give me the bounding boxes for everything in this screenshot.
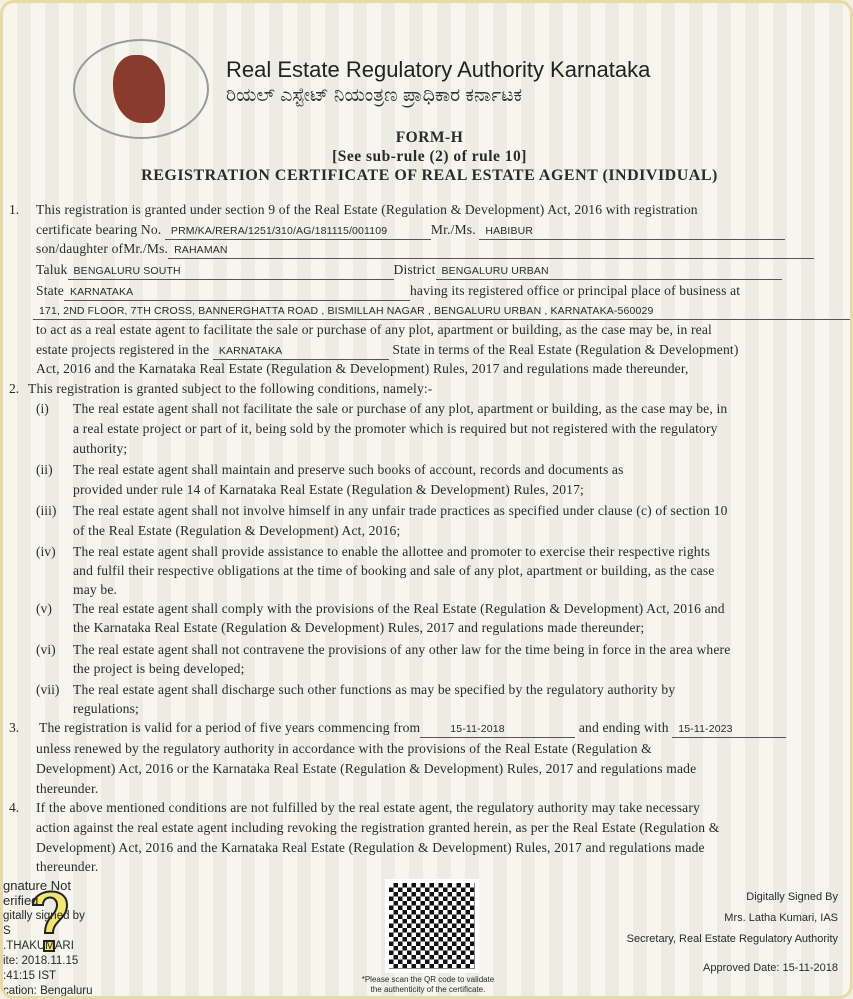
condition-number: (iii) xyxy=(36,503,57,518)
item-number: 1. xyxy=(9,202,20,217)
item-number: 4. xyxy=(9,800,20,815)
signed-by-label: Digitally Signed By xyxy=(746,891,838,903)
qr-note xyxy=(343,975,513,995)
form-name: FORM-H xyxy=(395,129,464,146)
text-line: unless renewed by the regulatory authority in accordance with the provisions of the Real Estate (Regulation & xyxy=(36,741,652,756)
condition-text: the project is being developed; xyxy=(73,661,245,676)
condition-text: The real estate agent shall provide assistance to enable the allottee and promoter to exercise their respective rights xyxy=(73,544,711,559)
condition-text: The real estate agent shall not contravene the provisions of any other law for the time being in force in the area where xyxy=(73,642,731,657)
label: State in terms of the Real Estate (Regulation & Development) xyxy=(392,342,739,357)
label: Mr./Ms. xyxy=(430,222,476,237)
signature-line: .THAKUMARI xyxy=(3,940,74,952)
agent-name-field: HABIBUR xyxy=(479,225,785,240)
label: The registration is valid for a period of five years commencing from xyxy=(39,720,421,735)
text-line: Development) Act, 2016 and the Karnataka Real Estate (Regulation & Development) Rules, 2017 and regulations made xyxy=(36,840,705,855)
signature-line: S xyxy=(3,925,11,937)
parent-line xyxy=(36,241,814,259)
address-field: 171, 2ND FLOOR, 7TH CROSS, BANNERGHATTA ROAD , BISMILLAH NAGAR , BENGALURU URBAN , KARNATAKA-560029 xyxy=(33,305,853,320)
condition-text: authority; xyxy=(73,441,128,456)
item-number: 2. xyxy=(9,381,20,396)
condition-text: The real estate agent shall not facilitate the sale or purchase of any plot, apartment or building, as the case may be, in xyxy=(73,401,728,416)
rera-karnataka-logo xyxy=(73,39,209,139)
cert-line xyxy=(36,222,785,240)
condition-text: The real estate agent shall not involve himself in any unfair trade practices as specified under clause (c) of section 10 xyxy=(73,503,728,518)
text-line: This registration is granted under section 9 of the Real Estate (Regulation & Development) Act, 2016 with registration xyxy=(36,202,698,217)
text-line: This registration is granted subject to the following conditions, namely:- xyxy=(28,381,433,396)
valid-to-field: 15-11-2023 xyxy=(672,723,786,738)
signatory-title: Secretary, Real Estate Regulatory Authority xyxy=(626,933,838,945)
qr-code[interactable] xyxy=(385,879,479,973)
label: having its registered office or principal place of business at xyxy=(409,283,741,298)
text-line: action against the real estate agent including revoking the registration granted herein, as per the Real Estate (Regulation & xyxy=(36,820,720,835)
condition-number: (iv) xyxy=(36,544,56,559)
parent-name-field: RAHAMAN xyxy=(168,244,814,259)
location-line xyxy=(36,262,782,280)
condition-number: (vi) xyxy=(36,642,56,657)
condition-text: The real estate agent shall maintain and preserve such books of account, records and documents as xyxy=(73,462,624,477)
condition-text: the Karnataka Real Estate (Regulation & Development) Rules, 2017 and regulations made thereunder; xyxy=(73,620,645,635)
validity-line xyxy=(39,720,786,738)
label: son/daughter ofMr./Ms. xyxy=(36,241,169,256)
condition-number: (v) xyxy=(36,601,52,616)
text-line: to act as a real estate agent to facilitate the sale or purchase of any plot, apartment or building, as the case may be, in real xyxy=(36,322,712,337)
condition-number: (i) xyxy=(36,401,49,416)
text-line: thereunder. xyxy=(36,859,99,874)
text-line: thereunder. xyxy=(36,781,99,796)
valid-from-field: 15-11-2018 xyxy=(420,723,575,738)
signature-line: ite: 2018.11.15 xyxy=(3,955,79,967)
condition-text: and fulfil their respective obligations at the time of booking and sale of any plot, apartment or building, as the case xyxy=(73,563,715,578)
district-field: BENGALURU URBAN xyxy=(436,265,782,280)
signed-by-block xyxy=(627,887,838,979)
taluk-field: BENGALURU SOUTH xyxy=(68,265,394,280)
reg-state-line xyxy=(36,342,739,360)
label: Taluk xyxy=(36,262,68,277)
text-line: Development) Act, 2016 or the Karnataka Real Estate (Regulation & Development) Rules, 2017 and regulations made xyxy=(36,761,697,776)
text-line: If the above mentioned conditions are not fulfilled by the real estate agent, the regulatory authority may take necessary xyxy=(36,800,700,815)
signature-line: gnature Not xyxy=(3,878,71,893)
condition-text: The real estate agent shall discharge such other functions as may be specified by the regulatory authority by xyxy=(73,682,676,697)
condition-number: (ii) xyxy=(36,462,53,477)
state-line xyxy=(36,283,740,301)
condition-text: of the Real Estate (Regulation & Development) Act, 2016; xyxy=(73,523,401,538)
certificate-heading: REGISTRATION CERTIFICATE OF REAL ESTATE AGENT (INDIVIDUAL) xyxy=(141,167,718,184)
condition-text: regulations; xyxy=(73,701,139,716)
condition-text: may be. xyxy=(73,582,118,597)
authority-title: Real Estate Regulatory Authority Karnataka xyxy=(226,57,651,82)
signatory-name: Mrs. Latha Kumari, IAS xyxy=(724,912,838,924)
label: estate projects registered in the xyxy=(36,342,210,357)
qr-note-line: the authenticity of the certificate. xyxy=(370,985,486,994)
approved-date: Approved Date: 15-11-2018 xyxy=(703,962,838,974)
condition-text: provided under rule 14 of Karnataka Real Estate (Regulation & Development) Rules, 2017; xyxy=(73,482,584,497)
label: District xyxy=(393,262,436,277)
cert-number-field: PRM/KA/RERA/1251/310/AG/181115/001109 xyxy=(165,225,431,240)
signature-line: gitally signed by xyxy=(3,910,85,922)
text-line: Act, 2016 and the Karnataka Real Estate (Regulation & Development) Rules, 2017 and regulations made thereunder, xyxy=(36,361,689,376)
authority-title-kannada: ರಿಯಲ್ ಎಸ್ಟೇಟ್ ನಿಯಂತ್ರಣ ಪ್ರಾಧಿಕಾರ ಕರ್ನಾಟಕ xyxy=(226,85,523,106)
item-number: 3. xyxy=(9,720,20,735)
condition-number: (vii) xyxy=(36,682,60,697)
condition-text: The real estate agent shall comply with the provisions of the Real Estate (Regulation & Development) Act, 2016 and xyxy=(73,601,725,616)
signature-line: erified xyxy=(3,893,39,908)
label: certificate bearing No. xyxy=(36,222,162,237)
label: State xyxy=(36,283,64,298)
qr-note-line: *Please scan the QR code to validate xyxy=(361,975,495,984)
signature-line: cation: Bengaluru xyxy=(3,985,93,997)
karnataka-map-icon xyxy=(113,55,165,123)
form-rule: [See sub-rule (2) of rule 10] xyxy=(332,148,527,165)
condition-text: a real estate project or part of it, being sold by the promoter which is required but not registered with the regulatory xyxy=(73,421,718,436)
state-field: KARNATAKA xyxy=(64,286,410,301)
address-line xyxy=(33,302,853,320)
label: and ending with xyxy=(578,720,669,735)
reg-state-field: KARNATAKA xyxy=(213,345,389,360)
signature-line: :41:15 IST xyxy=(3,970,57,982)
